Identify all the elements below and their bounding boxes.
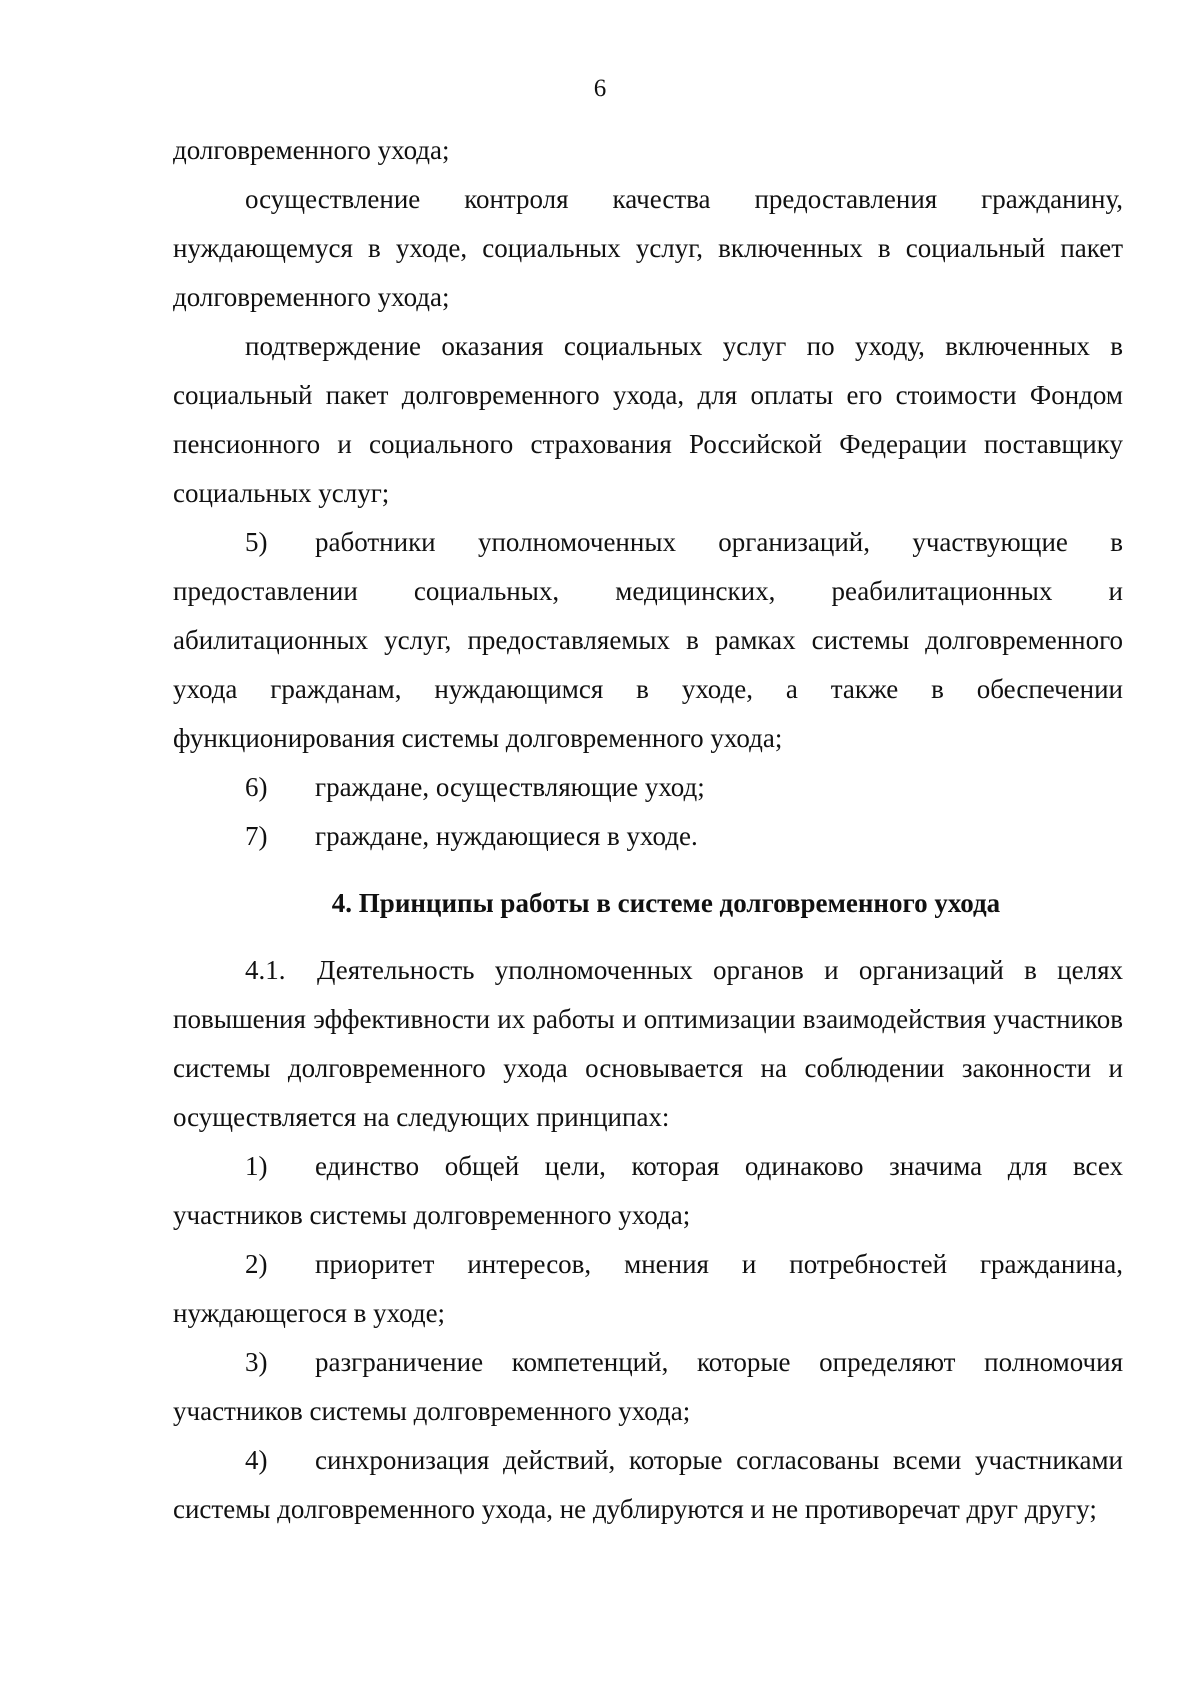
paragraph-text: осуществление контроля качества предоставления гражданину, нуждающемуся в уходе, социальных услуг, включенных в социальный пакет долговременного ухода; xyxy=(173,184,1123,312)
document-body xyxy=(173,126,1123,1534)
paragraph xyxy=(173,126,1123,175)
paragraphs-before xyxy=(173,126,1123,861)
paragraph xyxy=(173,322,1123,518)
paragraph xyxy=(173,1142,1123,1240)
paragraph-text: единство общей цели, которая одинаково значима для всех участников системы долговременного ухода; xyxy=(173,1151,1123,1230)
paragraph-text: долговременного ухода; xyxy=(173,135,450,165)
paragraph xyxy=(173,1240,1123,1338)
page-number: 6 xyxy=(593,75,607,102)
list-item-number: 7) xyxy=(245,821,268,851)
section-heading: 4. Принципы работы в системе долговременного ухода xyxy=(331,888,1001,918)
paragraph xyxy=(173,763,1123,812)
list-item-number: 3) xyxy=(245,1347,268,1377)
paragraph-text: работники уполномоченных организаций, участвующие в предоставлении социальных, медицинских, реабилитационных и абилитационных услуг, предоставляемых в рамках системы долговременного ухода гражданам, нуждающимся в уходе, а также в обеспечении функционирования системы долговременного ухода; xyxy=(173,527,1123,753)
list-item-number: 4) xyxy=(245,1445,268,1475)
paragraph-text: приоритет интересов, мнения и потребностей гражданина, нуждающегося в уходе; xyxy=(173,1249,1123,1328)
paragraph xyxy=(173,1436,1123,1534)
paragraph-text: Деятельность уполномоченных органов и организаций в целях повышения эффективности их работы и оптимизации взаимодействия участников системы долговременного ухода основывается на соблюдении законности и осуществляется на следующих принципах: xyxy=(173,955,1123,1132)
paragraph-text: синхронизация действий, которые согласованы всеми участниками системы долговременного ухода, не дублируются и не противоречат друг другу; xyxy=(173,1445,1123,1524)
paragraphs-after xyxy=(173,946,1123,1534)
paragraph xyxy=(173,1338,1123,1436)
paragraph xyxy=(173,175,1123,322)
paragraph-text: граждане, нуждающиеся в уходе. xyxy=(315,821,698,851)
paragraph xyxy=(173,812,1123,861)
list-item-number: 4.1. xyxy=(245,955,286,985)
paragraph xyxy=(173,946,1123,1142)
list-item-number: 1) xyxy=(245,1151,268,1181)
list-item-number: 5) xyxy=(245,527,268,557)
paragraph-text: разграничение компетенций, которые определяют полномочия участников системы долговременного ухода; xyxy=(173,1347,1123,1426)
paragraph xyxy=(173,518,1123,763)
paragraph-text: граждане, осуществляющие уход; xyxy=(315,772,705,802)
list-item-number: 6) xyxy=(245,772,268,802)
list-item-number: 2) xyxy=(245,1249,268,1279)
paragraph-text: подтверждение оказания социальных услуг по уходу, включенных в социальный пакет долговременного ухода, для оплаты его стоимости Фондом пенсионного и социального страхования Российской Федерации поставщику социальных услуг; xyxy=(173,331,1123,508)
